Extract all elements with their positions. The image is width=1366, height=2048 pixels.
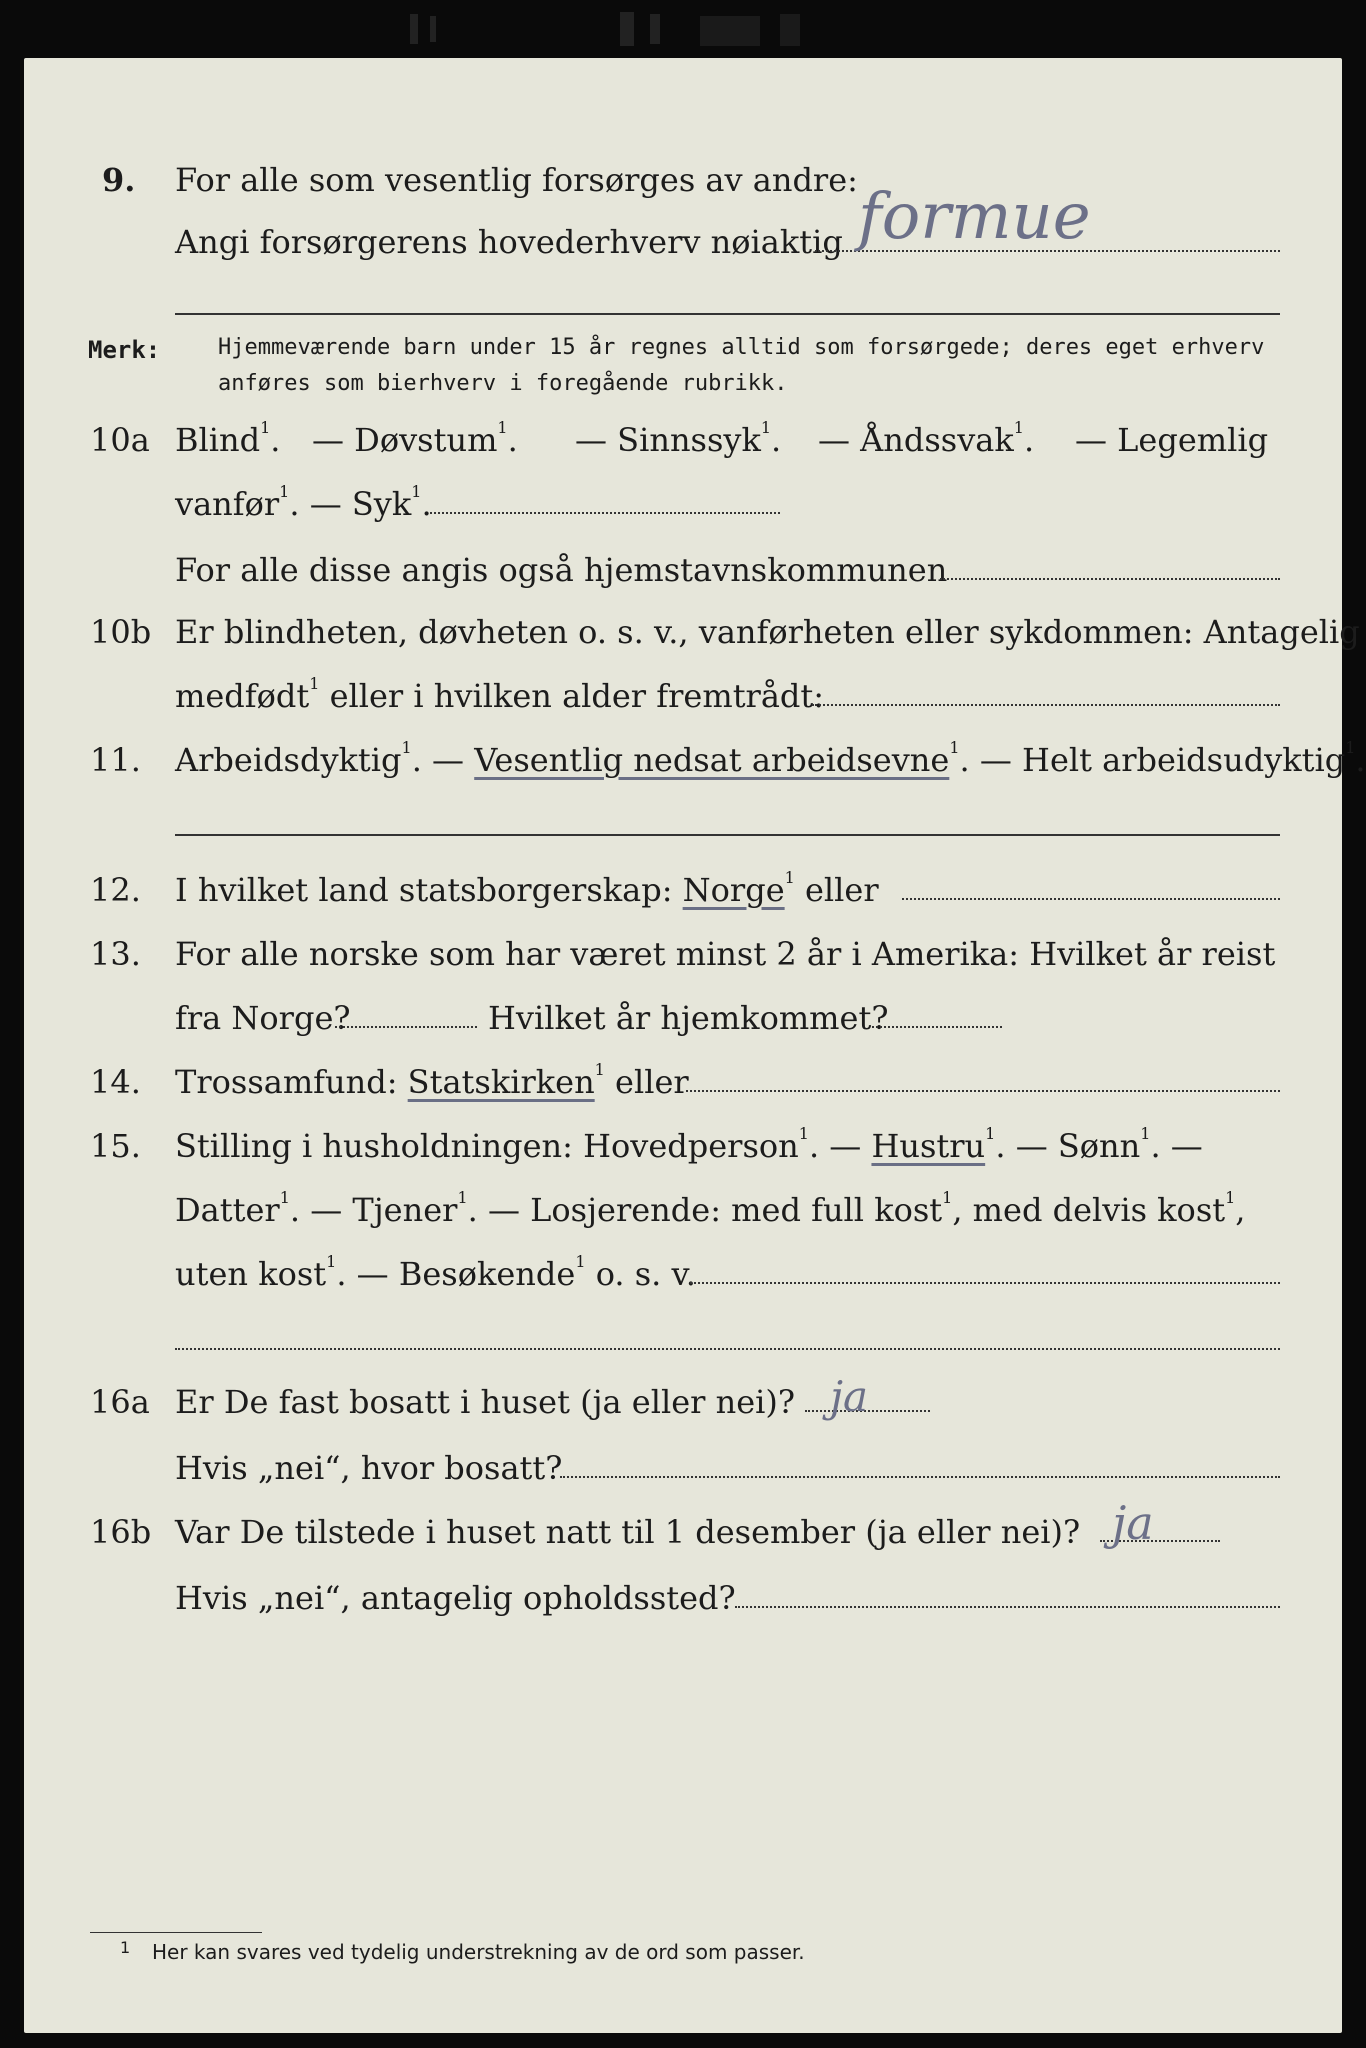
q11-number: 11. [90, 741, 141, 779]
q10a-vanfor: vanfør$^1$. — Syk$^1$. [175, 482, 432, 523]
q10a-number: 10a [90, 421, 150, 459]
top-edge-marks [0, 0, 1359, 58]
q10b-number: 10b [90, 613, 152, 651]
q10a-blind: Blind$^1$. [175, 418, 281, 459]
q15-extra-line [175, 1348, 1280, 1350]
q14-number: 14. [90, 1063, 141, 1101]
q16b-handwritten-answer: ja [1112, 1496, 1154, 1550]
q14-line: Trossamfund: Statskirken$^1$ eller [175, 1060, 689, 1101]
q16a-line-1: Er De fast bosatt i huset (ja eller nei)? [175, 1383, 796, 1421]
q13-hjemkommet-line [872, 1026, 1002, 1028]
q16b-opholdssted-line [735, 1606, 1280, 1608]
q9-number: 9. [102, 161, 136, 199]
q13-fra-norge: fra Norge? [175, 999, 351, 1037]
q15-number: 15. [90, 1127, 141, 1165]
q15-line-1: Stilling i husholdningen: Hovedperson$^1$. — Hustru$^1$. — Sønn$^1$. — [175, 1124, 1203, 1165]
q11-line: Arbeidsdyktig$^1$. — Vesentlig nedsat arbeidsevne$^1$. — Helt arbeidsudyktig$^1$. [175, 738, 1366, 779]
footnote-mark: 1 [120, 1938, 131, 1957]
separator-line [175, 313, 1280, 315]
q12-answer-line [902, 898, 1280, 900]
q12-underlined-answer: Norge [682, 871, 785, 909]
q10a-line-3: For alle disse angis også hjemstavnskommunen [175, 551, 948, 589]
q14-underlined-answer: Statskirken [407, 1063, 595, 1101]
q14-answer-line [686, 1090, 1280, 1092]
q10a-andssvak: — Åndssvak$^1$. [818, 418, 1035, 459]
q10a-hjemstavn-line [940, 578, 1280, 580]
q16a-number: 16a [90, 1383, 150, 1421]
q10a-sinnssyk: — Sinnssyk$^1$. [575, 418, 782, 459]
q9-handwritten-answer: formue [858, 180, 1091, 254]
q15-answer-line [690, 1282, 1280, 1284]
q10b-answer-line [812, 704, 1280, 706]
q16b-line-1: Var De tilstede i huset natt til 1 desember (ja eller nei)? [175, 1513, 1081, 1551]
q10b-line-1: Er blindheten, døvheten o. s. v., vanførheten eller sykdommen: Antagelig [175, 613, 1360, 651]
q13-hjemkommet: Hvilket år hjemkommet? [488, 999, 889, 1037]
q9-line-1: For alle som vesentlig forsørges av andre: [175, 161, 858, 199]
q13-reist-line [335, 1026, 477, 1028]
q16a-handwritten-answer: ja [830, 1372, 869, 1421]
q12-line: I hvilket land statsborgerskap: Norge$^1$ eller [175, 868, 879, 909]
q10a-dovstum: — Døvstum$^1$. [312, 418, 518, 459]
footnote-rule [90, 1932, 262, 1933]
q9-line-2: Angi forsørgerens hovederhverv nøiaktig [175, 223, 843, 261]
q15-line-3: uten kost$^1$. — Besøkende$^1$ o. s. v. [175, 1252, 696, 1293]
q10a-syk-line [430, 512, 780, 514]
q16a-line-2: Hvis „nei“, hvor bosatt? [175, 1449, 563, 1487]
q15-line-2: Datter$^1$. — Tjener$^1$. — Losjerende: med full kost$^1$, med delvis kost$^1$, [175, 1188, 1246, 1229]
q16b-number: 16b [90, 1513, 152, 1551]
merk-line-2: anføres som bierhverv i foregående rubrikk. [218, 371, 788, 396]
q16a-bosatt-line [560, 1476, 1280, 1478]
q13-line-1: For alle norske som har været minst 2 år i Amerika: Hvilket år reist [175, 935, 1276, 973]
merk-line-1: Hjemmeværende barn under 15 år regnes alltid som forsørgede; deres eget erhverv [218, 335, 1265, 360]
q11-answer-line [175, 834, 1280, 836]
q11-underlined-answer: Vesentlig nedsat arbeidsevne [474, 741, 950, 779]
q16b-line-2: Hvis „nei“, antagelig opholdssted? [175, 1579, 736, 1617]
q12-number: 12. [90, 871, 141, 909]
q10b-line-2: medfødt$^1$ eller i hvilken alder fremtrådt: [175, 674, 825, 715]
q13-number: 13. [90, 935, 141, 973]
q10a-legemlig: — Legemlig [1075, 421, 1269, 459]
footnote-text: Her kan svares ved tydelig understrekning av de ord som passer. [152, 1940, 805, 1964]
q15-underlined-answer: Hustru [871, 1127, 986, 1165]
merk-label: Merk: [88, 336, 161, 364]
